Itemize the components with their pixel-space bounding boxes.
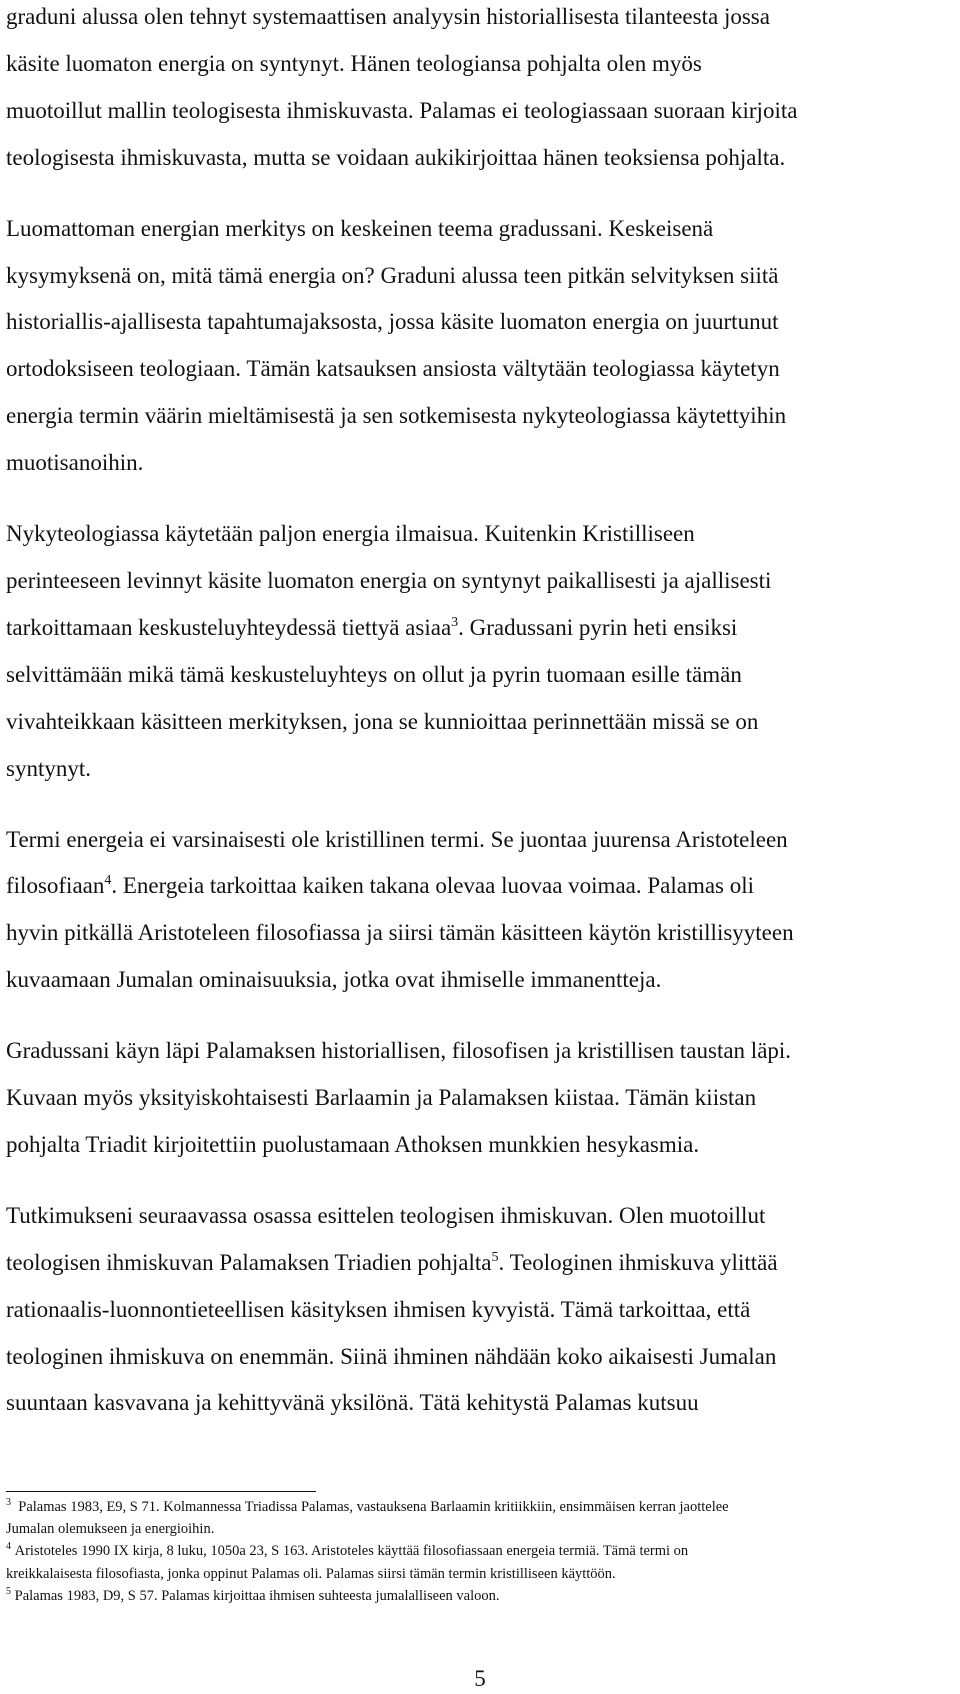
text-line: Luomattoman energian merkitys on keskeinen teema gradussani. Keskeisenä [6, 215, 714, 241]
text-segment: . Gradussani pyrin heti ensiksi [458, 614, 738, 640]
text-segment: tarkoittamaan keskusteluyhteydessä tiettyä asiaa [6, 614, 452, 640]
text-line [6, 863, 956, 910]
text-line: käsite luomaton energia on syntynyt. Hänen teologiansa pohjalta olen myös [6, 50, 702, 76]
text-line: pohjalta Triadit kirjoitettiin puolustamaan Athoksen munkkien hesykasmia. [6, 1131, 700, 1157]
text-line: historiallis-ajallisesta tapahtumajaksosta, jossa käsite luomaton energia on juurtunut [6, 309, 779, 335]
paragraph-2 [6, 206, 956, 487]
text-line [6, 1240, 956, 1287]
text-line: Tutkimukseni seuraavassa osassa esittelen teologisen ihmiskuvan. Olen muotoillut [6, 1202, 766, 1228]
text-line: Kuvaan myös yksityiskohtaisesti Barlaamin ja Palamaksen kiistaa. Tämän kiistan [6, 1085, 757, 1111]
footnote-reference: 5 [491, 1249, 499, 1265]
text-line: muotisanoihin. [6, 450, 144, 476]
footnote-text: Palamas 1983, E9, S 71. Kolmannessa Triadissa Palamas, vastauksena Barlaamin kritiikkiin, ensimmäisen kerran jaottelee [18, 1499, 729, 1515]
footnote-line [6, 1496, 956, 1518]
footnote-reference: 3 [451, 614, 459, 630]
footnote-number: 5 [6, 1585, 11, 1597]
text-line: rationaalis-luonnontieteellisen käsityksen ihmisen kyvyistä. Tämä tarkoittaa, että [6, 1296, 751, 1322]
text-segment: filosofiaan [6, 873, 105, 899]
footnote-number: 4 [6, 1541, 11, 1553]
footnote-line: kreikkalaisesta filosofiasta, jonka oppinut Palamas oli. Palamas siirsi tämän termin kristilliseen käyttöön. [6, 1565, 616, 1582]
page-number: 5 [474, 1666, 486, 1691]
footnote-4 [6, 1540, 956, 1584]
body-text [6, 0, 956, 1451]
text-segment: . Energeia tarkoittaa kaiken takana olevaa luovaa voimaa. Palamas oli [111, 873, 755, 899]
text-line: ortodoksiseen teologiaan. Tämän katsauksen ansiosta vältytään teologiassa käytetyn [6, 356, 780, 382]
text-line [6, 605, 956, 652]
paragraph-4 [6, 817, 956, 1005]
text-segment: . Teologinen ihmiskuva ylittää [498, 1249, 778, 1275]
text-line: suuntaan kasvavana ja kehittyvänä yksilönä. Tätä kehitystä Palamas kutsuu [6, 1390, 699, 1416]
text-line: muotoillut mallin teologisesta ihmiskuvasta. Palamas ei teologiassaan suoraan kirjoita [6, 97, 798, 123]
text-line: perinteeseen levinnyt käsite luomaton energia on syntynyt paikallisesti ja ajallisesti [6, 567, 772, 593]
text-line: Termi energeia ei varsinaisesti ole kristillinen termi. Se juontaa juurensa Aristoteleen [6, 826, 788, 852]
footnote-text: Palamas 1983, D9, S 57. Palamas kirjoittaa ihmisen suhteesta jumalalliseen valoon. [14, 1587, 500, 1604]
footnote-line [6, 1540, 956, 1562]
text-line: Nykyteologiassa käytetään paljon energia ilmaisua. Kuitenkin Kristilliseen [6, 521, 695, 547]
footnote-reference: 4 [104, 873, 112, 889]
text-line: selvittämään mikä tämä keskusteluyhteys on ollut ja pyrin tuomaan esille tämän [6, 661, 742, 687]
text-line: teologisesta ihmiskuvasta, mutta se voidaan aukikirjoittaa hänen teoksiensa pohjalta. [6, 144, 786, 170]
text-line: syntynyt. [6, 755, 91, 781]
text-line: energia termin väärin mieltämisestä ja sen sotkemisesta nykyteologiassa käytettyihin [6, 403, 787, 429]
footnote-text: Aristoteles 1990 IX kirja, 8 luku, 1050a 23, S 163. Aristoteles käyttää filosofiassaan energeia termiä. Tämä termi on [14, 1543, 689, 1560]
paragraph-1 [6, 0, 956, 182]
footnote-3 [6, 1496, 956, 1540]
footnote-line [6, 1585, 956, 1607]
text-segment: teologisen ihmiskuvan Palamaksen Triadien pohjalta [6, 1249, 492, 1275]
text-line: kysymyksenä on, mitä tämä energia on? Graduni alussa teen pitkän selvityksen siitä [6, 262, 779, 288]
text-line: vivahteikkaan käsitteen merkityksen, jona se kunnioittaa perinnettään missä se on [6, 708, 759, 734]
footnote-5 [6, 1585, 956, 1607]
footnote-separator [6, 1491, 316, 1492]
text-line: teologinen ihmiskuva on enemmän. Siinä ihminen nähdään koko aikaisesti Jumalan [6, 1343, 777, 1369]
footnote-number: 3 [6, 1497, 11, 1508]
text-line: Gradussani käyn läpi Palamaksen historiallisen, filosofisen ja kristillisen taustan läpi. [6, 1038, 792, 1064]
text-line: hyvin pitkällä Aristoteleen filosofiassa ja siirsi tämän käsitteen käytön kristillisyyteen [6, 920, 794, 946]
paragraph-5 [6, 1028, 956, 1169]
text-line: kuvaamaan Jumalan ominaisuuksia, jotka ovat ihmiselle immanentteja. [6, 967, 662, 993]
paragraph-6 [6, 1193, 956, 1428]
footnotes [6, 1496, 956, 1607]
text-line: graduni alussa olen tehnyt systemaattisen analyysin historiallisesta tilanteesta jossa [6, 4, 770, 29]
paragraph-3 [6, 511, 956, 792]
footnote-line: Jumalan olemukseen ja energioihin. [6, 1521, 215, 1538]
